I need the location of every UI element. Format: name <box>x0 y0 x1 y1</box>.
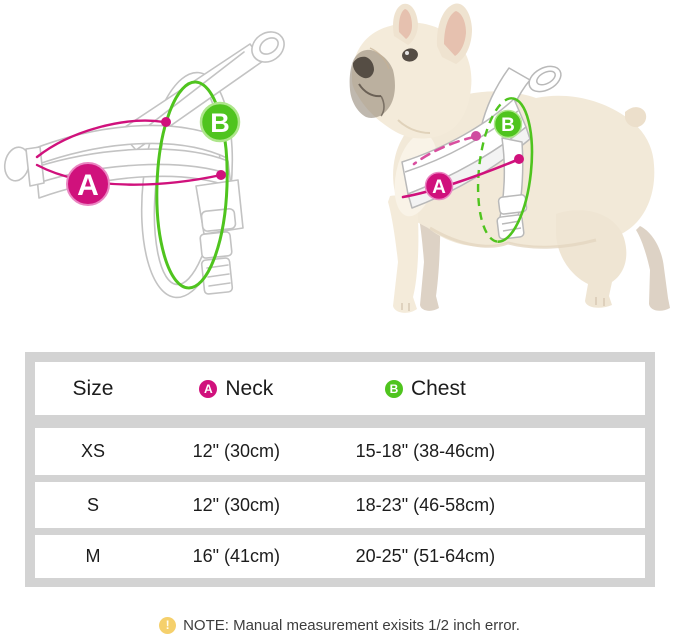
cell-size: XS <box>80 441 105 461</box>
svg-text:B: B <box>501 115 515 136</box>
chest-badge <box>201 103 239 141</box>
header-neck <box>151 377 322 401</box>
measure-dot <box>216 170 226 180</box>
cell-size: S <box>86 494 99 515</box>
table-row-xs <box>35 428 645 475</box>
header-neck-label: Neck <box>225 376 274 400</box>
table-row-s <box>35 482 645 528</box>
cell-size: M <box>85 546 101 566</box>
measure-dot <box>471 131 481 141</box>
note-text: NOTE: Manual measurement exisits 1/2 inch error. <box>183 616 520 634</box>
harness-line-art <box>2 26 290 302</box>
size-table-header-row <box>35 362 645 415</box>
header-chest-label: Chest <box>410 376 466 400</box>
chest-badge-icon: B <box>385 380 403 398</box>
svg-text:A: A <box>432 177 446 198</box>
cell-neck: 12" (30cm) <box>192 494 280 515</box>
note-line <box>0 611 679 639</box>
cell-chest: 18-23" (46-58cm) <box>355 494 496 515</box>
header-size-label: Size <box>72 376 114 400</box>
header-size <box>35 377 151 401</box>
measure-dot <box>514 154 524 164</box>
exclamation-icon: ! <box>159 617 176 634</box>
cell-neck: 12" (30cm) <box>192 441 280 461</box>
neck-badge-icon: A <box>199 380 217 398</box>
measure-dot <box>161 117 171 127</box>
size-table <box>25 352 655 587</box>
cell-neck: 16" (41cm) <box>192 546 280 566</box>
dog-leash-loop <box>525 61 565 96</box>
header-chest <box>322 377 529 401</box>
table-row-m <box>35 535 645 578</box>
dog-neck-badge <box>426 173 453 200</box>
svg-text:A: A <box>77 169 99 202</box>
cell-chest: 20-25" (51-64cm) <box>355 546 496 566</box>
neck-badge <box>67 163 109 205</box>
dog-chest-badge <box>495 111 522 138</box>
svg-text:B: B <box>210 108 230 138</box>
cell-chest: 15-18" (38-46cm) <box>355 441 496 461</box>
